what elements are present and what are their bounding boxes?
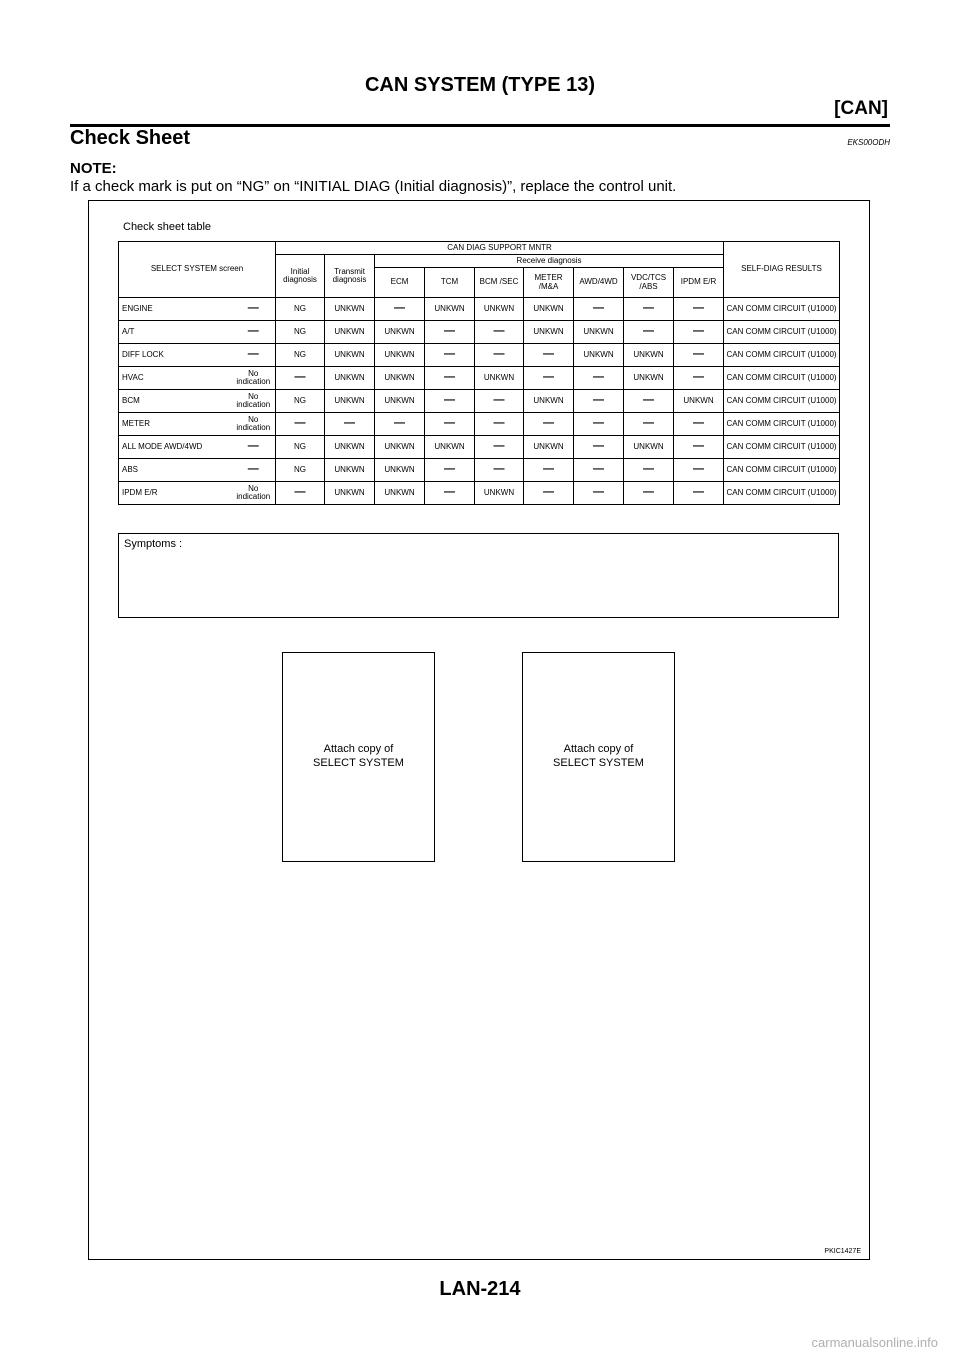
cell-bcm: — [425, 367, 475, 390]
cell-bcm: — [425, 390, 475, 413]
cell-system: ENGINE [119, 298, 232, 321]
cell-bcm: — [425, 344, 475, 367]
cell-result: CAN COMM CIRCUIT (U1000) [724, 298, 840, 321]
cell-bcm: UNKWN [425, 436, 475, 459]
cell-vdc: — [574, 367, 624, 390]
cell-ecm: UNKWN [325, 459, 375, 482]
cell-vdc: UNKWN [574, 344, 624, 367]
cell-vdc: — [574, 482, 624, 505]
table-row [119, 390, 840, 413]
header-can-diag: CAN DIAG SUPPORT MNTR [276, 242, 724, 255]
cell-c10: UNKWN [674, 390, 724, 413]
cell-tcm: — [375, 298, 425, 321]
cell-transmit: NG [276, 298, 325, 321]
cell-c10: — [674, 482, 724, 505]
cell-awd: UNKWN [524, 298, 574, 321]
cell-ipdm: — [624, 321, 674, 344]
table-row [119, 321, 840, 344]
note-text: If a check mark is put on “NG” on “INITIAL DIAG (Initial diagnosis)”, replace the control unit. [70, 178, 677, 195]
cell-transmit: NG [276, 390, 325, 413]
cell-bcm: — [425, 321, 475, 344]
symptoms-box [118, 533, 839, 618]
page-number: LAN-214 [439, 1278, 521, 1300]
cell-tcm: UNKWN [375, 390, 425, 413]
cell-result: CAN COMM CIRCUIT (U1000) [724, 436, 840, 459]
cell-system: IPDM E/R [119, 482, 232, 505]
header-ipdm: IPDM E/R [674, 268, 724, 298]
cell-vdc: — [574, 436, 624, 459]
cell-initial: — [232, 298, 276, 321]
header-receive: Receive diagnosis [375, 255, 724, 268]
header-ecm: ECM [375, 268, 425, 298]
cell-initial: — [232, 459, 276, 482]
cell-ipdm: UNKWN [624, 344, 674, 367]
cell-vdc: — [574, 298, 624, 321]
table-row [119, 413, 840, 436]
cell-initial: — [232, 321, 276, 344]
cell-vdc: — [574, 459, 624, 482]
header-self-diag: SELF-DIAG RESULTS [724, 242, 840, 298]
cell-initial: — [232, 344, 276, 367]
cell-bcm: — [425, 459, 475, 482]
table-row [119, 298, 840, 321]
check-sheet-figure [88, 200, 870, 1260]
attach-box-left [282, 652, 435, 862]
cell-system: BCM [119, 390, 232, 413]
cell-result: CAN COMM CIRCUIT (U1000) [724, 390, 840, 413]
cell-transmit: NG [276, 321, 325, 344]
cell-meter: — [475, 321, 524, 344]
check-sheet-table [118, 241, 840, 505]
cell-tcm: UNKWN [375, 321, 425, 344]
cell-awd: — [524, 367, 574, 390]
cell-awd: — [524, 344, 574, 367]
header-vdc: VDC/TCS /ABS [624, 268, 674, 298]
attach-label-right: Attach copy of SELECT SYSTEM [553, 743, 644, 769]
note-label: NOTE: [70, 160, 117, 177]
cell-transmit: NG [276, 459, 325, 482]
cell-ecm: UNKWN [325, 321, 375, 344]
cell-ecm: UNKWN [325, 482, 375, 505]
cell-tcm: UNKWN [375, 344, 425, 367]
cell-bcm: — [425, 413, 475, 436]
cell-system: HVAC [119, 367, 232, 390]
cell-ecm: — [325, 413, 375, 436]
cell-tcm: UNKWN [375, 482, 425, 505]
cell-awd: — [524, 482, 574, 505]
cell-ipdm: UNKWN [624, 367, 674, 390]
cell-meter: UNKWN [475, 482, 524, 505]
cell-initial: No indication [232, 367, 276, 390]
cell-awd: — [524, 413, 574, 436]
table-row [119, 344, 840, 367]
cell-ecm: UNKWN [325, 436, 375, 459]
cell-meter: — [475, 390, 524, 413]
cell-meter: — [475, 344, 524, 367]
cell-result: CAN COMM CIRCUIT (U1000) [724, 482, 840, 505]
cell-awd: UNKWN [524, 321, 574, 344]
cell-meter: UNKWN [475, 298, 524, 321]
cell-transmit: NG [276, 436, 325, 459]
cell-ipdm: — [624, 413, 674, 436]
cell-ipdm: — [624, 459, 674, 482]
cell-initial: No indication [232, 390, 276, 413]
page-title: CAN SYSTEM (TYPE 13) [364, 74, 596, 96]
cell-ipdm: UNKWN [624, 436, 674, 459]
cell-tcm: — [375, 413, 425, 436]
cell-meter: — [475, 459, 524, 482]
header-bcm: BCM /SEC [475, 268, 524, 298]
header-tcm: TCM [425, 268, 475, 298]
cell-system: DIFF LOCK [119, 344, 232, 367]
cell-initial: No indication [232, 413, 276, 436]
cell-c10: — [674, 459, 724, 482]
table-row [119, 482, 840, 505]
cell-result: CAN COMM CIRCUIT (U1000) [724, 413, 840, 436]
cell-result: CAN COMM CIRCUIT (U1000) [724, 367, 840, 390]
table-row [119, 459, 840, 482]
cell-result: CAN COMM CIRCUIT (U1000) [724, 321, 840, 344]
cell-system: METER [119, 413, 232, 436]
table-row [119, 367, 840, 390]
symptoms-label: Symptoms : [124, 538, 183, 550]
cell-c10: — [674, 321, 724, 344]
cell-transmit: — [276, 413, 325, 436]
header-awd: AWD/4WD [574, 268, 624, 298]
header-transmit: Transmit diagnosis [325, 255, 375, 298]
cell-initial: No indication [232, 482, 276, 505]
cell-initial: — [232, 436, 276, 459]
cell-ipdm: — [624, 482, 674, 505]
cell-tcm: UNKWN [375, 459, 425, 482]
cell-awd: UNKWN [524, 436, 574, 459]
cell-ecm: UNKWN [325, 298, 375, 321]
cell-c10: — [674, 367, 724, 390]
cell-ipdm: — [624, 298, 674, 321]
cell-vdc: — [574, 390, 624, 413]
attach-label-left: Attach copy of SELECT SYSTEM [313, 743, 404, 769]
cell-ecm: UNKWN [325, 367, 375, 390]
cell-awd: UNKWN [524, 390, 574, 413]
table-row [119, 436, 840, 459]
section-heading: Check Sheet [70, 127, 191, 149]
cell-transmit: — [276, 367, 325, 390]
cell-c10: — [674, 344, 724, 367]
cell-awd: — [524, 459, 574, 482]
cell-c10: — [674, 413, 724, 436]
cell-c10: — [674, 436, 724, 459]
cell-result: CAN COMM CIRCUIT (U1000) [724, 459, 840, 482]
cell-ecm: UNKWN [325, 390, 375, 413]
cell-meter: — [475, 413, 524, 436]
cell-vdc: UNKWN [574, 321, 624, 344]
cell-tcm: UNKWN [375, 367, 425, 390]
cell-ecm: UNKWN [325, 344, 375, 367]
cell-transmit: — [276, 482, 325, 505]
cell-system: A/T [119, 321, 232, 344]
cell-system: ABS [119, 459, 232, 482]
cell-bcm: UNKWN [425, 298, 475, 321]
cell-c10: — [674, 298, 724, 321]
header-initial: Initial diagnosis [276, 255, 325, 298]
attach-box-right [522, 652, 675, 862]
cell-ipdm: — [624, 390, 674, 413]
header-select-system: SELECT SYSTEM screen [119, 242, 276, 298]
cell-meter: — [475, 436, 524, 459]
cell-tcm: UNKWN [375, 436, 425, 459]
cell-meter: UNKWN [475, 367, 524, 390]
table-caption: Check sheet table [123, 221, 212, 233]
cell-system: ALL MODE AWD/4WD [119, 436, 232, 459]
watermark: carmanualsonline.info [811, 1335, 938, 1350]
cell-result: CAN COMM CIRCUIT (U1000) [724, 344, 840, 367]
cell-vdc: — [574, 413, 624, 436]
table-body [119, 298, 840, 505]
section-code: EKS00ODH [847, 138, 890, 147]
section-tag: [CAN] [834, 98, 888, 119]
header-rule [70, 124, 890, 127]
cell-transmit: NG [276, 344, 325, 367]
figure-code: PKIC1427E [824, 1248, 861, 1255]
header-meter: METER /M&A [524, 268, 574, 298]
cell-bcm: — [425, 482, 475, 505]
